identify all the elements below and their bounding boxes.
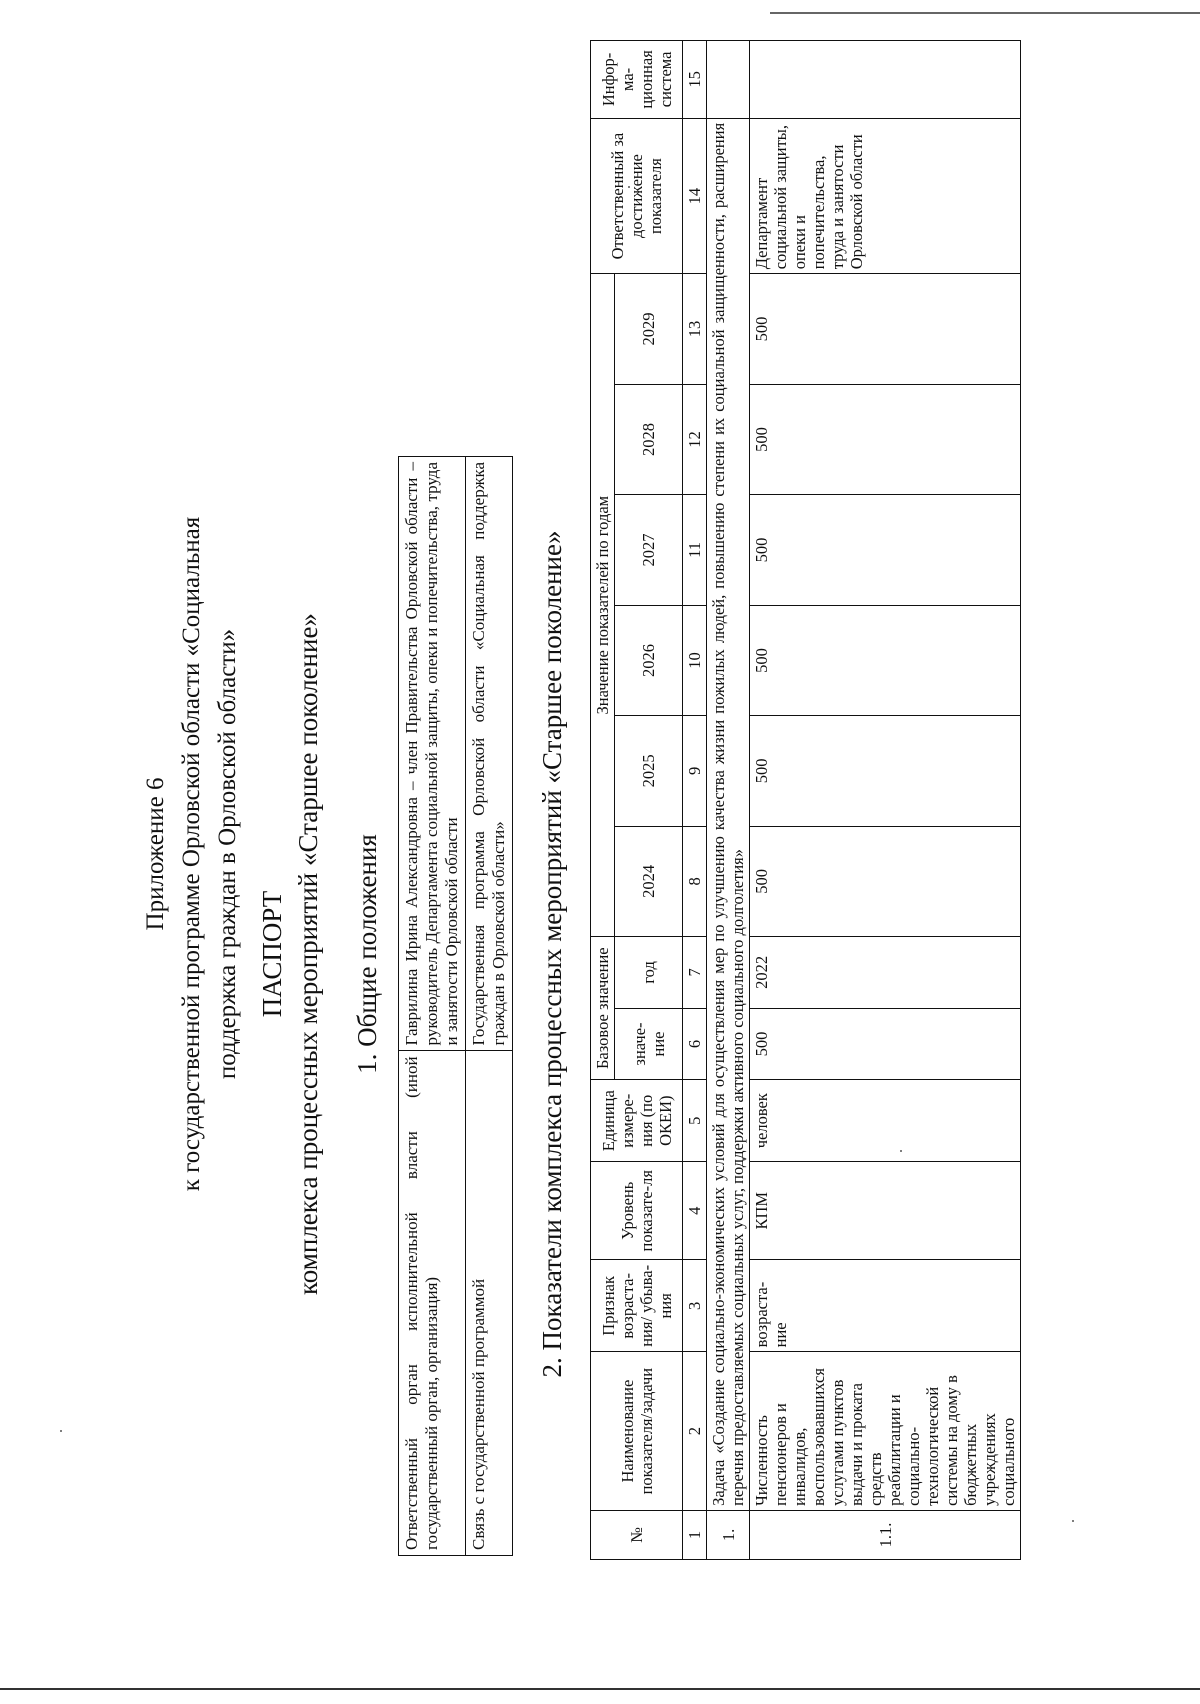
- header-year: 2026: [615, 605, 683, 715]
- responsible-label: Ответственный орган исполнительной власти (иной государственный орган, организация): [399, 1051, 466, 1556]
- header-responsible: Ответственный за достижение показателя: [591, 118, 683, 273]
- header-unit: Единица измере-ния (по ОКЕИ): [591, 1080, 683, 1162]
- section2-title: 2. Показатели комплекса процессных мероприятий «Старшее поколение»: [537, 530, 567, 1378]
- column-number: 4: [683, 1162, 707, 1260]
- indicator-base-year: 2022: [750, 937, 1021, 1009]
- passport-title: ПАСПОРТ: [257, 890, 287, 1018]
- header-year: 2027: [615, 495, 683, 605]
- column-number: 14: [683, 118, 707, 273]
- column-number: 15: [683, 41, 707, 119]
- header-year: 2024: [615, 826, 683, 936]
- indicators-table: [590, 40, 1021, 1560]
- task-empty-cell: [707, 41, 750, 119]
- general-info-row: [466, 457, 513, 1556]
- task-row: [707, 41, 750, 1560]
- section1-title: 1. Общие положения: [352, 834, 382, 1074]
- column-number: 5: [683, 1080, 707, 1162]
- indicator-value: 500: [750, 716, 1021, 826]
- header-sign: Признак возраста-ния/ убыва-ния: [591, 1260, 683, 1352]
- column-number: 2: [683, 1352, 707, 1511]
- column-number: 11: [683, 495, 707, 605]
- column-number: 7: [683, 937, 707, 1009]
- header-year: 2029: [615, 274, 683, 384]
- header-level: Уровень показате-ля: [591, 1162, 683, 1260]
- indicator-unit: человек: [750, 1080, 1021, 1162]
- program-link-label: Связь с государственной программой: [466, 1051, 513, 1556]
- general-info-row: [399, 457, 466, 1556]
- indicator-value: 500: [750, 274, 1021, 384]
- column-number-row: [683, 41, 707, 1560]
- column-number: 10: [683, 605, 707, 715]
- header-row: [591, 41, 615, 1560]
- general-info-table: [398, 456, 513, 1556]
- indicator-row: [750, 41, 1021, 1560]
- task-text: Задача «Создание социально-экономических условий для осуществления мер по улучшению качества жизни пожилых людей, повышению степени их социальной защищенности, расширения перечня предоставляемых социальных услуг, поддержки активного социального долголетия»: [707, 118, 750, 1510]
- task-number: 1.: [707, 1510, 750, 1559]
- column-number: 3: [683, 1260, 707, 1352]
- header-year: 2025: [615, 716, 683, 826]
- program-link-value: Государственная программа Орловской области «Социальная поддержка граждан в Орловской области»: [466, 457, 513, 1051]
- indicator-value: 500: [750, 826, 1021, 936]
- header-years-group: Значение показателей по годам: [591, 274, 615, 937]
- appendix-line-3: поддержка граждан в Орловской области»: [214, 628, 241, 1080]
- indicator-value: 500: [750, 384, 1021, 494]
- appendix-line-2: к государственной программе Орловской области «Социальная: [178, 516, 205, 1192]
- header-info-system: Инфор-ма-ционная система: [591, 41, 683, 119]
- header-base-year: год: [615, 937, 683, 1009]
- indicator-info-system: [750, 41, 1021, 119]
- column-number: 8: [683, 826, 707, 936]
- passport-subtitle: комплекса процессных мероприятий «Старшее поколение»: [293, 613, 323, 1295]
- header-num: №: [591, 1510, 683, 1559]
- indicator-value: 500: [750, 495, 1021, 605]
- indicator-base-value: 500: [750, 1008, 1021, 1080]
- column-number: 13: [683, 274, 707, 384]
- indicator-level: КПМ: [750, 1162, 1021, 1260]
- column-number: 1: [683, 1510, 707, 1559]
- header-year: 2028: [615, 384, 683, 494]
- indicator-name: Численность пенсионеров и инвалидов, воспользовавшихся услугами пунктов выдачи и проката средств реабилитации и социально-технологической системы на дому в бюджетных учреждениях социального: [750, 1352, 1021, 1511]
- responsible-value: Гаврилина Ирина Александровна – член Правительства Орловской области – руководитель Департамента социальной защиты, опеки и попечительства, труда и занятости Орловской области: [399, 457, 466, 1051]
- indicator-number: 1.1.: [750, 1510, 1021, 1559]
- indicator-value: 500: [750, 605, 1021, 715]
- header-base: Базовое значение: [591, 937, 615, 1080]
- indicator-responsible: Департамент социальной защиты, опеки и попечительства, труда и занятости Орловской области: [750, 118, 1021, 273]
- header-base-value: значе-ние: [615, 1008, 683, 1080]
- indicator-sign: возраста-ние: [750, 1260, 1021, 1352]
- appendix-line-1: Приложение 6: [142, 777, 169, 931]
- column-number: 12: [683, 384, 707, 494]
- header-name: Наименование показателя/задачи: [591, 1352, 683, 1511]
- column-number: 6: [683, 1008, 707, 1080]
- column-number: 9: [683, 716, 707, 826]
